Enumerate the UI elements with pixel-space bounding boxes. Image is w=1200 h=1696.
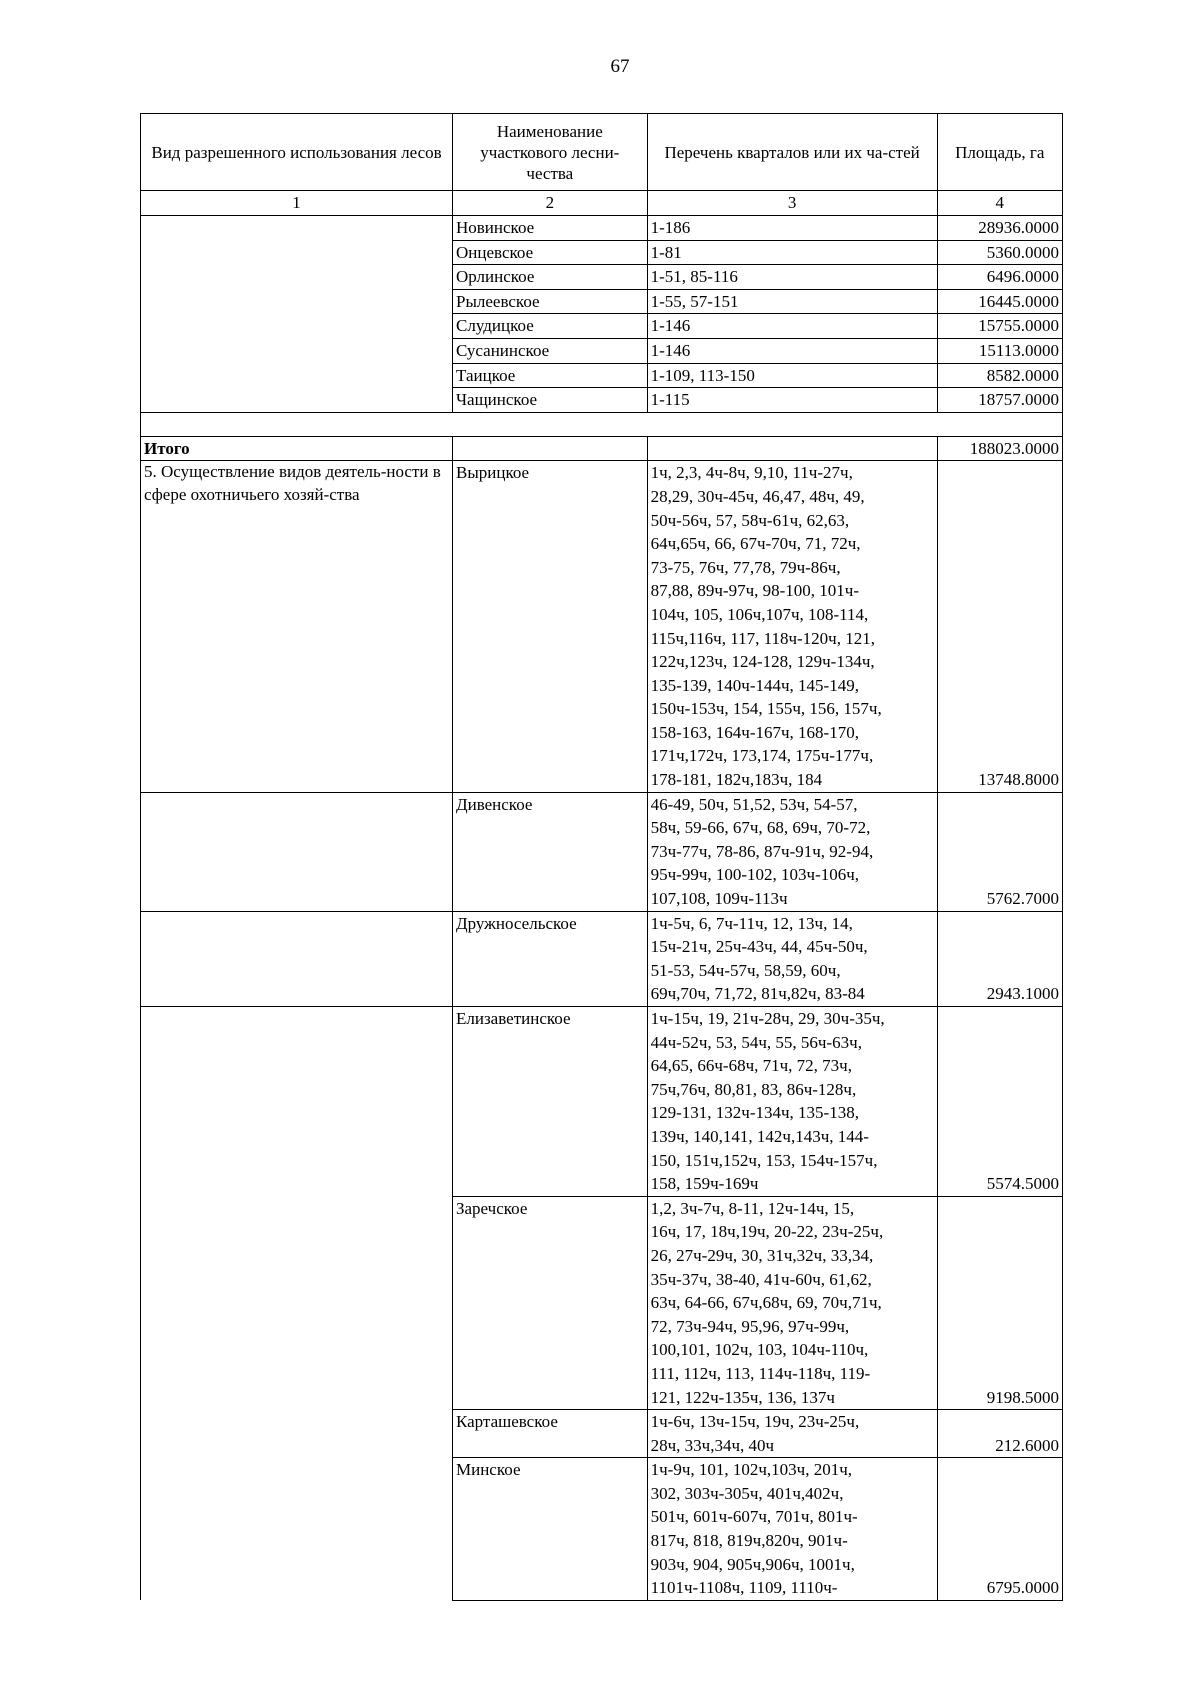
quarters-line: 28ч, 33ч,34ч, 40ч <box>650 1435 775 1455</box>
column-number: 4 <box>937 191 1062 216</box>
quarters-line: 122ч,123ч, 124-128, 129ч-134ч, <box>650 652 875 672</box>
table-row <box>141 216 1063 241</box>
area-cell: 13748.8000 <box>937 461 1062 792</box>
use-type-empty-cell <box>141 911 453 1006</box>
quarters-line: 1101ч-1108ч, 1109, 1110ч- <box>650 1578 838 1598</box>
area-cell: 5360.0000 <box>937 240 1062 265</box>
spacer-cell <box>141 412 1063 436</box>
column-number-row <box>141 191 1063 216</box>
quarters-line: 903ч, 904, 905ч,906ч, 1001ч, <box>650 1554 855 1574</box>
quarters-line: 107,108, 109ч-113ч <box>650 889 788 909</box>
area-cell: 5762.7000 <box>937 792 1062 911</box>
forestry-cell: Рылеевское <box>453 289 648 314</box>
forestry-cell: Заречское <box>453 1196 648 1409</box>
quarters-cell <box>647 792 937 911</box>
forestry-cell: Чащинское <box>453 388 648 413</box>
header-use-type: Вид разрешенного использования лесов <box>141 114 453 191</box>
forestry-cell: Дружносельское <box>453 911 648 1006</box>
use-type-empty-cell <box>141 792 453 911</box>
header-quarters: Перечень кварталов или их ча-стей <box>647 114 937 191</box>
quarters-line: 1ч-5ч, 6, 7ч-11ч, 12, 13ч, 14, <box>650 913 853 933</box>
table-row <box>141 1007 1063 1197</box>
quarters-line: 95ч-99ч, 100-102, 103ч-106ч, <box>650 865 860 885</box>
area-cell: 8582.0000 <box>937 363 1062 388</box>
quarters-line: 139ч, 140,141, 142ч,143ч, 144- <box>650 1126 869 1146</box>
quarters-line: 150ч-153ч, 154, 155ч, 156, 157ч, <box>650 699 882 719</box>
column-number: 2 <box>453 191 648 216</box>
total-area: 188023.0000 <box>937 436 1062 461</box>
total-label: Итого <box>141 436 453 461</box>
column-number: 3 <box>647 191 937 216</box>
quarters-line: 44ч-52ч, 53, 54ч, 55, 56ч-63ч, <box>650 1032 862 1052</box>
area-cell: 28936.0000 <box>937 216 1062 241</box>
forestry-cell: Вырицкое <box>453 461 648 792</box>
total-section <box>141 412 1063 461</box>
forest-use-table <box>140 113 1063 1601</box>
quarters-cell: 1-146 <box>647 314 937 339</box>
quarters-cell <box>647 1196 937 1409</box>
forestry-cell: Сусанинское <box>453 338 648 363</box>
forestry-cell: Минское <box>453 1458 648 1601</box>
quarters-cell: 1-51, 85-116 <box>647 265 937 290</box>
quarters-line: 15ч-21ч, 25ч-43ч, 44, 45ч-50ч, <box>650 937 868 957</box>
forestry-cell: Дивенское <box>453 792 648 911</box>
area-cell: 18757.0000 <box>937 388 1062 413</box>
header-row <box>141 114 1063 191</box>
quarters-line: 51-53, 54ч-57ч, 58,59, 60ч, <box>650 960 841 980</box>
quarters-cell: 1-146 <box>647 338 937 363</box>
quarters-line: 104ч, 105, 106ч,107ч, 108-114, <box>650 604 869 624</box>
table-row <box>141 461 1063 792</box>
quarters-line: 73ч-77ч, 78-86, 87ч-91ч, 92-94, <box>650 841 874 861</box>
quarters-line: 87,88, 89ч-97ч, 98-100, 101ч- <box>650 581 860 601</box>
quarters-line: 64ч,65ч, 66, 67ч-70ч, 71, 72ч, <box>650 534 861 554</box>
quarters-line: 1ч-6ч, 13ч-15ч, 19ч, 23ч-25ч, <box>650 1412 860 1432</box>
quarters-line: 178-181, 182ч,183ч, 184 <box>650 770 823 790</box>
quarters-cell: 1-55, 57-151 <box>647 289 937 314</box>
total-empty-cell <box>453 436 648 461</box>
use-type-empty-cell <box>141 1007 453 1601</box>
quarters-line: 28,29, 30ч-45ч, 46,47, 48ч, 49, <box>650 486 865 506</box>
area-cell: 2943.1000 <box>937 911 1062 1006</box>
quarters-cell: 1-186 <box>647 216 937 241</box>
quarters-cell <box>647 1458 937 1601</box>
quarters-cell: 1-115 <box>647 388 937 413</box>
quarters-line: 171ч,172ч, 173,174, 175ч-177ч, <box>650 746 874 766</box>
forestry-cell: Онцевское <box>453 240 648 265</box>
table-row <box>141 792 1063 911</box>
forestry-cell: Елизаветинское <box>453 1007 648 1197</box>
spacer-row <box>141 412 1063 436</box>
area-cell: 15113.0000 <box>937 338 1062 363</box>
quarters-line: 1,2, 3ч-7ч, 8-11, 12ч-14ч, 15, <box>650 1198 855 1218</box>
quarters-line: 501ч, 601ч-607ч, 701ч, 801ч- <box>650 1507 858 1527</box>
quarters-line: 46-49, 50ч, 51,52, 53ч, 54-57, <box>650 794 858 814</box>
quarters-line: 16ч, 17, 18ч,19ч, 20-22, 23ч-25ч, <box>650 1222 884 1242</box>
header-forestry: Наименование участкового лесни-чества <box>453 114 648 191</box>
total-empty-cell <box>647 436 937 461</box>
quarters-line: 817ч, 818, 819ч,820ч, 901ч- <box>650 1531 848 1551</box>
quarters-cell: 1-81 <box>647 240 937 265</box>
quarters-line: 50ч-56ч, 57, 58ч-61ч, 62,63, <box>650 510 850 530</box>
quarters-line: 1ч-15ч, 19, 21ч-28ч, 29, 30ч-35ч, <box>650 1009 885 1028</box>
area-cell: 16445.0000 <box>937 289 1062 314</box>
forestry-cell: Новинское <box>453 216 648 241</box>
area-cell: 6496.0000 <box>937 265 1062 290</box>
quarters-line: 129-131, 132ч-134ч, 135-138, <box>650 1103 859 1123</box>
area-cell: 5574.5000 <box>937 1007 1062 1197</box>
area-cell: 212.6000 <box>937 1410 1062 1458</box>
quarters-line: 35ч-37ч, 38-40, 41ч-60ч, 61,62, <box>650 1269 872 1289</box>
forestry-cell: Таицкое <box>453 363 648 388</box>
area-cell: 15755.0000 <box>937 314 1062 339</box>
group1-rows <box>141 216 1063 413</box>
quarters-cell: 1-109, 113-150 <box>647 363 937 388</box>
quarters-line: 73-75, 76ч, 77,78, 79ч-86ч, <box>650 557 841 577</box>
quarters-line: 115ч,116ч, 117, 118ч-120ч, 121, <box>650 628 875 648</box>
quarters-line: 58ч, 59-66, 67ч, 68, 69ч, 70-72, <box>650 818 871 838</box>
quarters-line: 26, 27ч-29ч, 30, 31ч,32ч, 33,34, <box>650 1245 874 1265</box>
forestry-cell: Слудицкое <box>453 314 648 339</box>
use-type-cell <box>141 216 453 413</box>
quarters-cell <box>647 461 937 792</box>
table-row <box>141 911 1063 1006</box>
section5-rows <box>141 461 1063 1601</box>
total-row <box>141 436 1063 461</box>
column-number: 1 <box>141 191 453 216</box>
quarters-line: 64,65, 66ч-68ч, 71ч, 72, 73ч, <box>650 1056 852 1076</box>
quarters-line: 100,101, 102ч, 103, 104ч-110ч, <box>650 1340 869 1360</box>
quarters-line: 121, 122ч-135ч, 136, 137ч <box>650 1387 835 1407</box>
quarters-line: 158-163, 164ч-167ч, 168-170, <box>650 722 859 742</box>
quarters-line: 158, 159ч-169ч <box>650 1174 759 1194</box>
quarters-line: 302, 303ч-305ч, 401ч,402ч, <box>650 1483 844 1503</box>
area-cell: 9198.5000 <box>937 1196 1062 1409</box>
quarters-line: 111, 112ч, 113, 114ч-118ч, 119- <box>650 1363 871 1383</box>
forestry-cell: Орлинское <box>453 265 648 290</box>
header-area: Площадь, га <box>937 114 1062 191</box>
quarters-line: 150, 151ч,152ч, 153, 154ч-157ч, <box>650 1150 878 1170</box>
quarters-cell <box>647 911 937 1006</box>
quarters-line: 1ч, 2,3, 4ч-8ч, 9,10, 11ч-27ч, <box>650 463 853 483</box>
quarters-cell <box>647 1007 937 1197</box>
area-cell: 6795.0000 <box>937 1458 1062 1601</box>
quarters-line: 75ч,76ч, 80,81, 83, 86ч-128ч, <box>650 1079 857 1099</box>
quarters-line: 135-139, 140ч-144ч, 145-149, <box>650 675 859 695</box>
quarters-line: 63ч, 64-66, 67ч,68ч, 69, 70ч,71ч, <box>650 1293 882 1313</box>
quarters-line: 72, 73ч-94ч, 95,96, 97ч-99ч, <box>650 1316 850 1336</box>
use-type-cell: 5. Осуществление видов деятель-ности в сфере охотничьего хозяй-ства <box>141 461 453 792</box>
forestry-cell: Карташевское <box>453 1410 648 1458</box>
page-number: 67 <box>610 56 630 77</box>
quarters-line: 69ч,70ч, 71,72, 81ч,82ч, 83-84 <box>650 984 865 1004</box>
quarters-line: 1ч-9ч, 101, 102ч,103ч, 201ч, <box>650 1460 853 1480</box>
quarters-cell <box>647 1410 937 1458</box>
